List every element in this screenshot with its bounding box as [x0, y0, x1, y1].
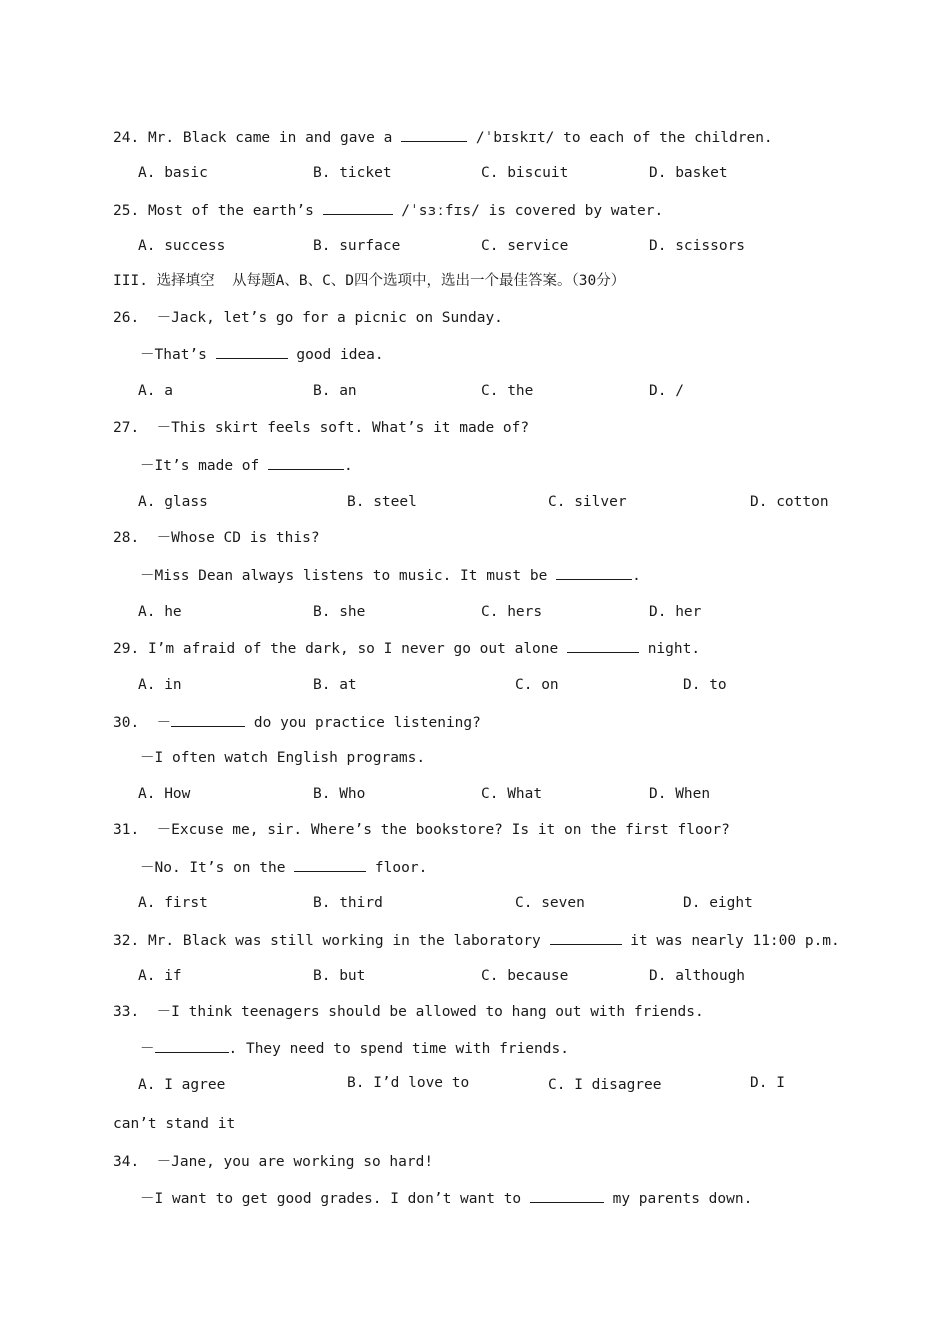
question-30: 30. － do you practice listening? [113, 712, 481, 733]
question-34: 34. －Jane, you are working so hard! [113, 1154, 434, 1170]
option-a: A. first [138, 895, 208, 911]
question-number: 25. [113, 203, 140, 219]
option-c: C. because [481, 968, 569, 984]
answer-blank [567, 638, 639, 653]
answer-blank [550, 930, 622, 945]
question-29: 29. I’m afraid of the dark, so I never go out alone night. [113, 638, 700, 659]
option-d: D. her [649, 604, 702, 620]
question-27-reply: －It’s made of . [140, 455, 353, 476]
option-b: B. third [313, 895, 383, 911]
option-d: D. cotton [750, 494, 829, 510]
option-c: C. hers [481, 604, 543, 620]
option-d-continued: can’t stand it [113, 1116, 236, 1132]
option-d: D. although [649, 968, 746, 984]
question-33-reply: － . They need to spend time with friends. [140, 1038, 569, 1059]
question-32: 32. Mr. Black was still working in the laboratory it was nearly 11:00 p.m. [113, 930, 840, 951]
option-b: B. an [313, 383, 357, 399]
option-a: A. if [138, 968, 182, 984]
option-b: B. at [313, 677, 357, 693]
question-31: 31. －Excuse me, sir. Where’s the bookstore? Is it on the first floor? [113, 822, 730, 838]
option-c: C. service [481, 238, 569, 254]
answer-blank [556, 565, 632, 580]
option-a: A. I agree [138, 1077, 226, 1093]
option-c: C. What [481, 786, 543, 802]
option-c: C. biscuit [481, 165, 569, 181]
option-b: B. steel [347, 494, 417, 510]
option-b: B. surface [313, 238, 401, 254]
option-a: A. a [138, 383, 173, 399]
option-c: C. the [481, 383, 534, 399]
question-31-reply: －No. It’s on the floor. [140, 857, 427, 878]
question-28: 28. －Whose CD is this? [113, 530, 320, 546]
option-d: D. to [683, 677, 727, 693]
question-34-reply: －I want to get good grades. I don’t want to my parents down. [140, 1188, 752, 1209]
answer-blank [401, 127, 467, 142]
option-a: A. success [138, 238, 226, 254]
answer-blank [530, 1188, 604, 1203]
option-c: C. seven [515, 895, 585, 911]
answer-blank [294, 857, 366, 872]
question-27: 27. －This skirt feels soft. What’s it made of? [113, 420, 530, 436]
section-heading: III. 选择填空 从每题A、B、C、D四个选项中，选出一个最佳答案。（30分） [113, 273, 626, 289]
option-d: D. eight [683, 895, 753, 911]
question-24: 24. Mr. Black came in and gave a /ˈbɪskɪt/ to each of the children. [113, 127, 773, 148]
answer-blank [323, 200, 393, 215]
question-26: 26. －Jack, let’s go for a picnic on Sunday. [113, 310, 503, 326]
question-28-reply: －Miss Dean always listens to music. It must be . [140, 565, 641, 586]
option-d: D. / [649, 383, 684, 399]
question-number: 24. [113, 130, 140, 146]
option-d: D. I [750, 1075, 785, 1091]
option-d: D. basket [649, 165, 728, 181]
option-a: A. in [138, 677, 182, 693]
answer-blank [171, 712, 245, 727]
option-a: A. How [138, 786, 191, 802]
option-d: D. scissors [649, 238, 746, 254]
option-b: B. ticket [313, 165, 392, 181]
answer-blank [155, 1038, 229, 1053]
option-b: B. but [313, 968, 366, 984]
question-33: 33. －I think teenagers should be allowed to hang out with friends. [113, 1004, 704, 1020]
question-30-reply: －I often watch English programs. [140, 750, 426, 766]
answer-blank [216, 344, 288, 359]
question-25: 25. Most of the earth’s /ˈsɜːfɪs/ is covered by water. [113, 200, 663, 221]
option-d: D. When [649, 786, 711, 802]
option-a: A. glass [138, 494, 208, 510]
option-c: C. I disagree [548, 1077, 662, 1093]
option-c: C. silver [548, 494, 627, 510]
option-a: A. he [138, 604, 182, 620]
option-b: B. she [313, 604, 366, 620]
question-26-reply: －That’s good idea. [140, 344, 384, 365]
option-c: C. on [515, 677, 559, 693]
option-b: B. Who [313, 786, 366, 802]
option-b: B. I’d love to [347, 1075, 470, 1091]
option-a: A. basic [138, 165, 208, 181]
answer-blank [268, 455, 344, 470]
